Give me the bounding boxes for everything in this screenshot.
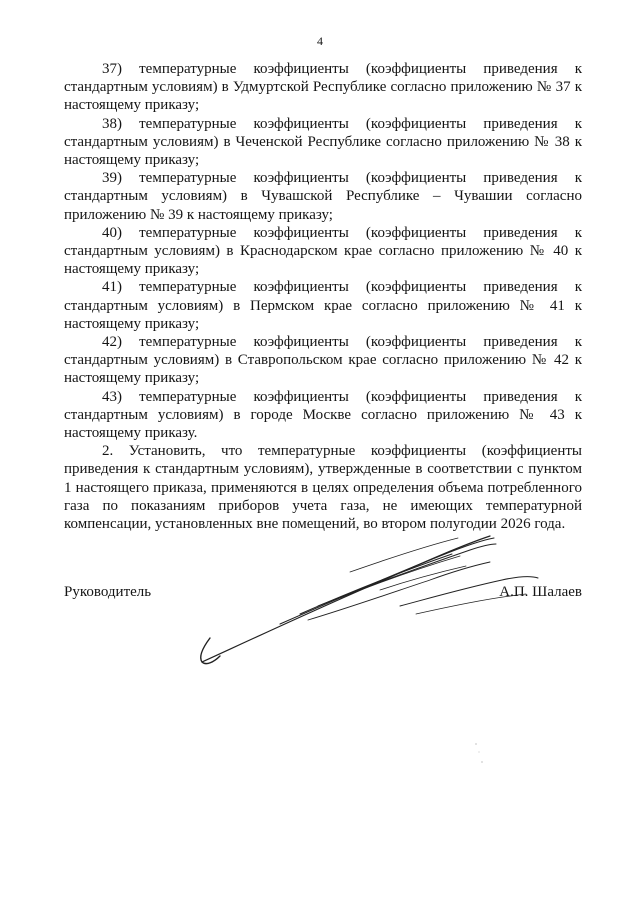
paragraph-item-39: 39) температурные коэффициенты (коэффициенты приведения к стандартным условиям) в Чувашской Республике – Чувашии согласно приложению № 39 к настоящему приказу; — [64, 170, 582, 223]
paragraph-item-37: 37) температурные коэффициенты (коэффициенты приведения к стандартным условиям) в Удмуртской Республике согласно приложению № 37 к настоящему приказу; — [64, 61, 582, 114]
scan-artifact — [470, 740, 490, 770]
paragraph-item-38: 38) температурные коэффициенты (коэффициенты приведения к стандартным условиям) в Чеченской Республике согласно приложению № 38 к настоящему приказу; — [64, 115, 582, 169]
paragraph-item-43: 43) температурные коэффициенты (коэффициенты приведения к стандартным условиям) в городе Москве согласно приложению № 43 к настоящему приказу. — [64, 388, 582, 442]
document-body — [64, 60, 582, 533]
paragraph-item-41: 41) температурные коэффициенты (коэффициенты приведения к стандартным условиям) в Пермском крае согласно приложению № 41 к настоящему приказу; — [64, 279, 582, 332]
paragraph-item-40: 40) температурные коэффициенты (коэффициенты приведения к стандартным условиям) в Краснодарском крае согласно приложению № 40 к настоящему приказу; — [64, 224, 582, 278]
signatory-name: А.П. Шалаев — [499, 584, 582, 600]
signatory-title: Руководитель — [64, 584, 152, 600]
paragraph-item-42: 42) температурные коэффициенты (коэффициенты приведения к стандартным условиям) в Ставропольском крае согласно приложению № 42 к настоящему приказу; — [64, 334, 582, 387]
handwritten-signature — [190, 528, 550, 678]
paragraph-clause-2: 2. Установить, что температурные коэффициенты (коэффициенты приведения к стандартным условиям), утвержденные в соответствии с пунктом 1 настоящего приказа, применяются в целях определения объема потребленного газа по показаниям приборов учета газа, не имеющих температурной компенсации, установленных вне помещений, во втором полугодии 2026 года. — [64, 443, 582, 533]
page-number: 4 — [317, 34, 323, 48]
